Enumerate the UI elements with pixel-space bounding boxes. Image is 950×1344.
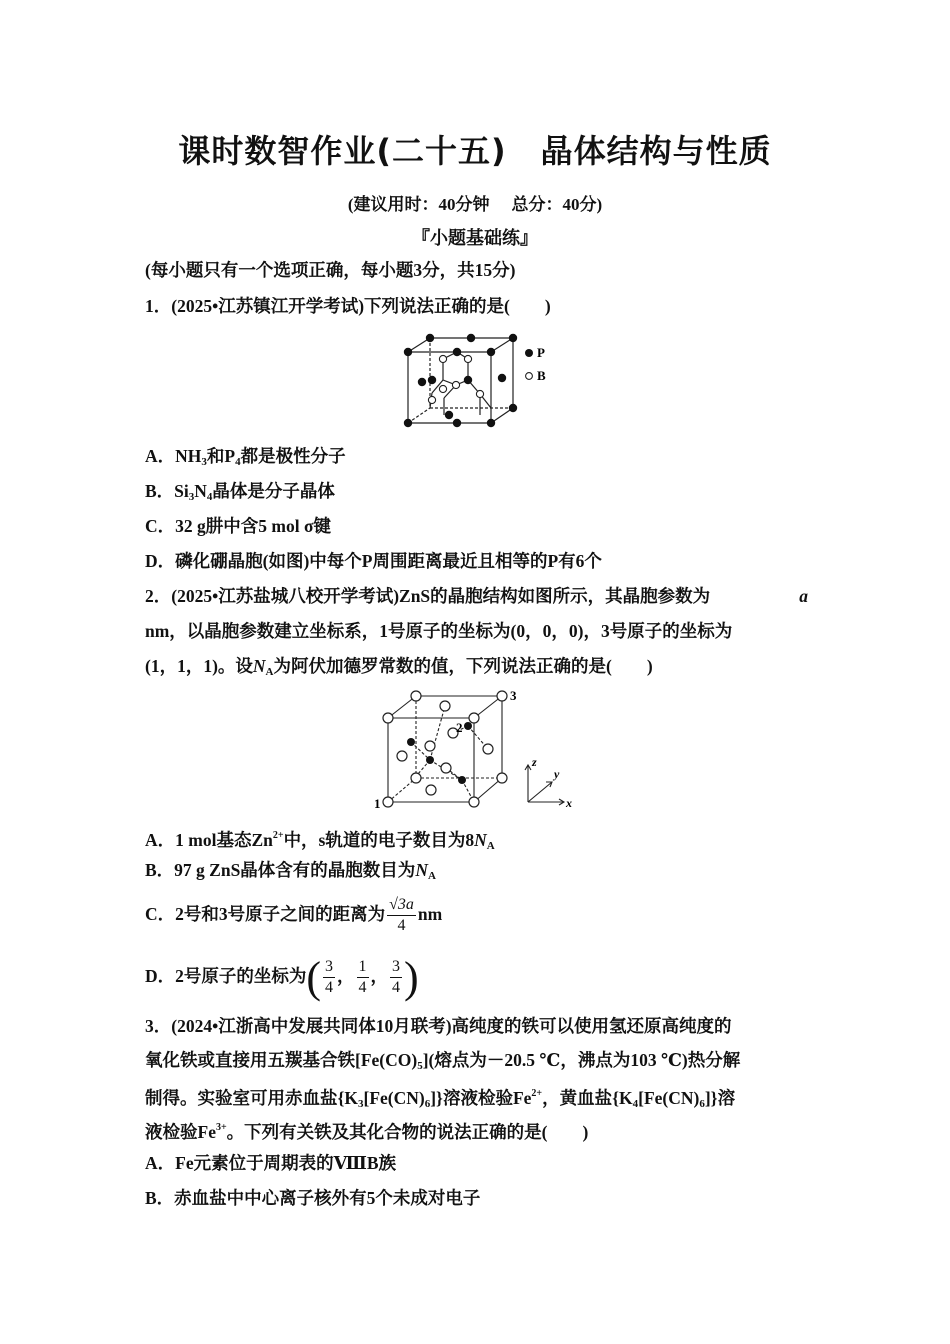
axis-z-label: z [532, 755, 537, 769]
score-label: 总分：40分) [511, 195, 603, 214]
q2-stem-line2: nm，以晶胞参数建立坐标系，1号原子的坐标为(0，0，0)，3号原子的坐标为 [145, 621, 733, 641]
title-topic: 晶体结构与性质 [540, 132, 772, 170]
instructions: (每小题只有一个选项正确，每小题3分，共15分) [145, 260, 516, 280]
time-label: (建议用时：40分钟 [347, 195, 490, 214]
q1-option-a: A．$NH_3$和$P_4$都是极性分子 [145, 446, 346, 468]
q2-option-a: A．1 mol基态$Zn^{2+}$中，s轨道的电子数目为$8N_A$ [145, 830, 495, 852]
subtitle [0, 190, 950, 215]
q3-stem-line4: 液检验$Fe^{3+}$。下列有关铁及其化合物的说法正确的是( ) [145, 1122, 589, 1142]
q3-option-a: A．Fe元素位于周期表的ⅧB族 [145, 1153, 397, 1173]
q1-option-d: D．磷化硼晶胞(如图)中每个P周围距离最近且相等的P有6个 [145, 551, 602, 571]
q1-option-c: C．32 g肼中含5 mol σ键 [145, 516, 331, 536]
q2-stem-line3: (1，1，1)。设$N_A$为阿伏加德罗常数的值，下列说法正确的是( ) [145, 656, 653, 678]
atom-3-label: 3 [510, 688, 517, 703]
atom-1-label: 1 [374, 796, 381, 811]
section-tag: 『小题基础练』 [412, 228, 538, 249]
atom-2-label: 2 [456, 720, 463, 735]
q2-zns-unit-cell-figure [370, 686, 580, 812]
legend-b-label: B [537, 368, 546, 383]
title-main: 课时数智作业(二十五) [178, 132, 507, 170]
axis-y-label: y [554, 767, 560, 781]
axis-x-label: x [566, 796, 572, 810]
q3-option-b: B．赤血盐中中心离子核外有5个未成对电子 [145, 1188, 481, 1208]
q1-option-b: B．$Si_3N_4$晶体是分子晶体 [145, 481, 335, 503]
legend-p-label: P [537, 345, 545, 360]
q2-option-d: D．2号原子的坐标为( $\frac{3}{4}$ ， $\frac{1}{4}$ ， $\frac{3}{4}$ ) [145, 952, 419, 1002]
q1-phosphide-boride-unit-cell-figure [398, 330, 558, 434]
q2-option-b: B．97 g ZnS晶体含有的晶胞数目为$N_A$ [145, 860, 436, 882]
q2-option-c: C．2号和3号原子之间的距离为 $\frac{√3a}{4}$ nm [145, 896, 443, 935]
page-title [0, 126, 950, 172]
q3-stem-line2: 氧化铁或直接用五羰基合铁$[Fe(CO)_5]$(熔点为－20.5 ℃，沸点为103 ℃)热分解 [145, 1050, 741, 1072]
q1-stem: 1．(2025•江苏镇江开学考试)下列说法正确的是( ) [145, 296, 551, 316]
q2-stem-line1: 2．(2025•江苏盐城八校开学考试)ZnS的晶胞结构如图所示，其晶胞参数为 a [145, 586, 808, 606]
q3-stem-line1: 3．(2024•江浙高中发展共同体10月联考)高纯度的铁可以使用氢还原高纯度的 [145, 1016, 732, 1036]
q3-stem-line3: 制得。实验室可用赤血盐$\{K_3[Fe(CN)_6]\}$溶液检验$Fe^{2+}$，黄血盐$\{K_4[Fe(CN)_6]\}$溶 [145, 1088, 736, 1110]
